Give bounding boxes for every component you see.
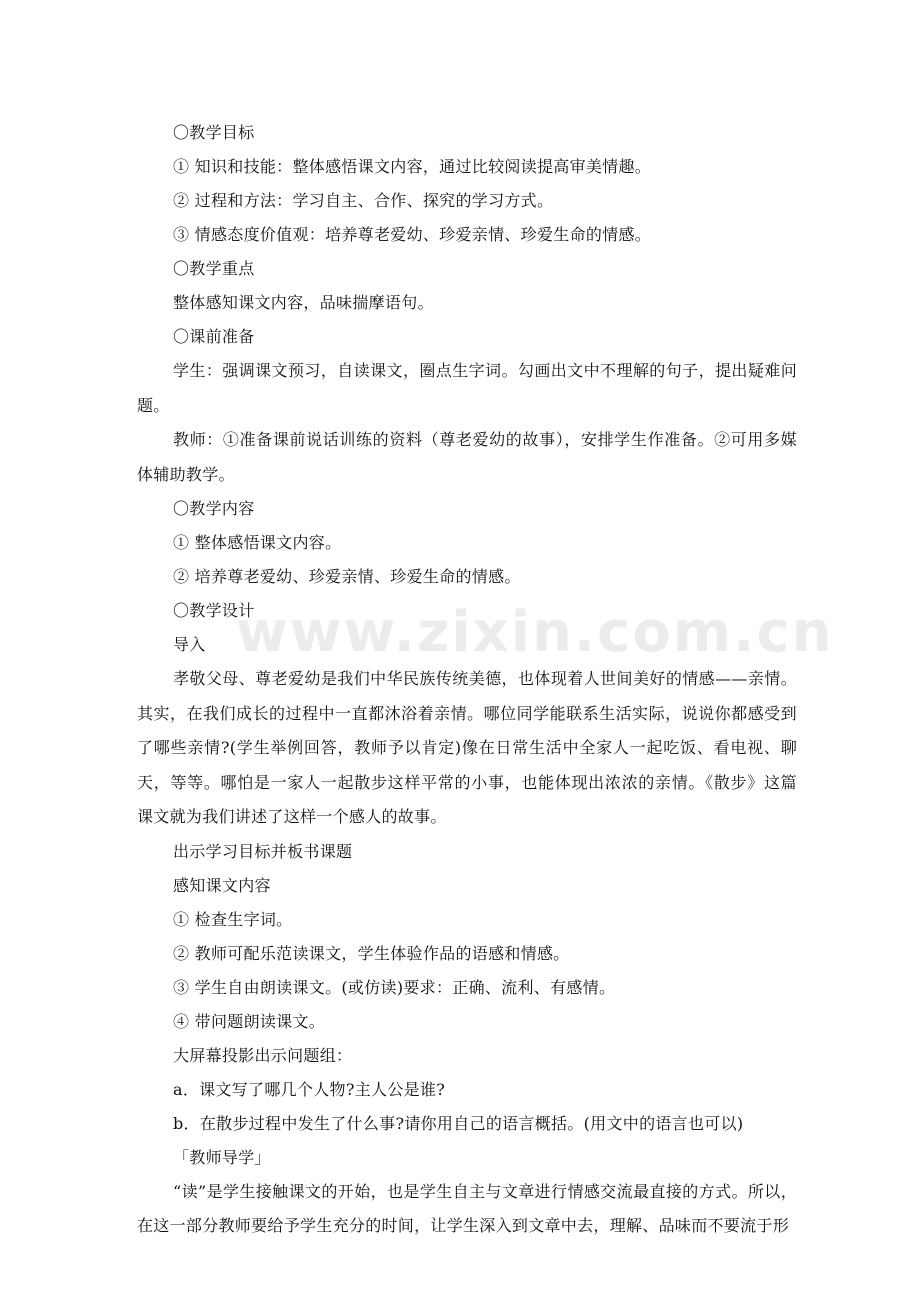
heading-teaching-goals: 〇教学目标 [173,123,255,142]
heading-preparation: 〇课前准备 [173,327,255,346]
paragraph-intro: 孝敬父母、尊老爱幼是我们中华民族传统美德，也体现着人世间美好的情感——亲情。其实，在我们成长的过程中一直都沐浴着亲情。哪位同学能联系生活实际，说说你都感受到了哪些亲情?(学生举例回答，教师予以肯定)像在日常生活中全家人一起吃饭、看电视、聊天，等等。哪怕是一家人一起散步这样平常的小事，也能体现出浓浓的亲情。《散步》这篇课文就为我们讲述了这样一个感人的故事。 [137,669,797,826]
paragraph-student-prep: 学生：强调课文预习，自读课文，圈点生字词。勾画出文中不理解的句子，提出疑难问题。 [137,361,797,415]
perceive-item-1: ① 检查生字词。 [173,909,293,929]
question-b: b．在散步过程中发生了什么事?请你用自己的语言概括。(用文中的语言也可以) [173,1113,744,1133]
subheading-show-goals: 出示学习目标并板书课题 [173,841,353,861]
perceive-item-3: ③ 学生自由朗读课文。(或仿读)要求：正确、流利、有感情。 [173,977,616,997]
subheading-perceive: 感知课文内容 [173,875,271,895]
goal-item-3: ③ 情感态度价值观：培养尊老爱幼、珍爱亲情、珍爱生命的情感。 [173,225,652,244]
question-group-label: 大屏幕投影出示问题组： [173,1045,353,1065]
goal-item-2: ② 过程和方法：学习自主、合作、探究的学习方式。 [173,191,554,210]
watermark: www.zixin.com.cn [236,600,834,665]
paragraph-reading: “读”是学生接触课文的开始，也是学生自主与文章进行情感交流最直接的方式。所以，在这一部分教师要给予学生充分的时间，让学生深入到文章中去，理解、品味而不要流于形 [137,1181,797,1235]
paragraph-teacher-prep: 教师：①准备课前说话训练的资料（尊老爱幼的故事），安排学生作准备。②可用多媒体辅助教学。 [137,430,797,484]
heading-teaching-focus: 〇教学重点 [173,259,255,278]
document-body [137,116,797,1244]
heading-teacher-guide: 「教师导学」 [173,1147,271,1167]
heading-teaching-content: 〇教学内容 [173,499,255,518]
content-item-2: ② 培养尊老爱幼、珍爱亲情、珍爱生命的情感。 [173,567,521,586]
heading-teaching-design: 〇教学设计 [173,601,255,620]
question-a: a．课文写了哪几个人物?主人公是谁? [173,1079,446,1099]
subheading-intro: 导入 [173,635,206,654]
focus-text: 整体感知课文内容，品味揣摩语句。 [173,293,434,312]
goal-item-1: ① 知识和技能：整体感悟课文内容，通过比较阅读提高审美情趣。 [173,157,652,176]
content-item-1: ① 整体感悟课文内容。 [173,533,342,552]
perceive-item-4: ④ 带问题朗读课文。 [173,1011,326,1031]
perceive-item-2: ② 教师可配乐范读课文，学生体验作品的语感和情感。 [173,943,570,963]
